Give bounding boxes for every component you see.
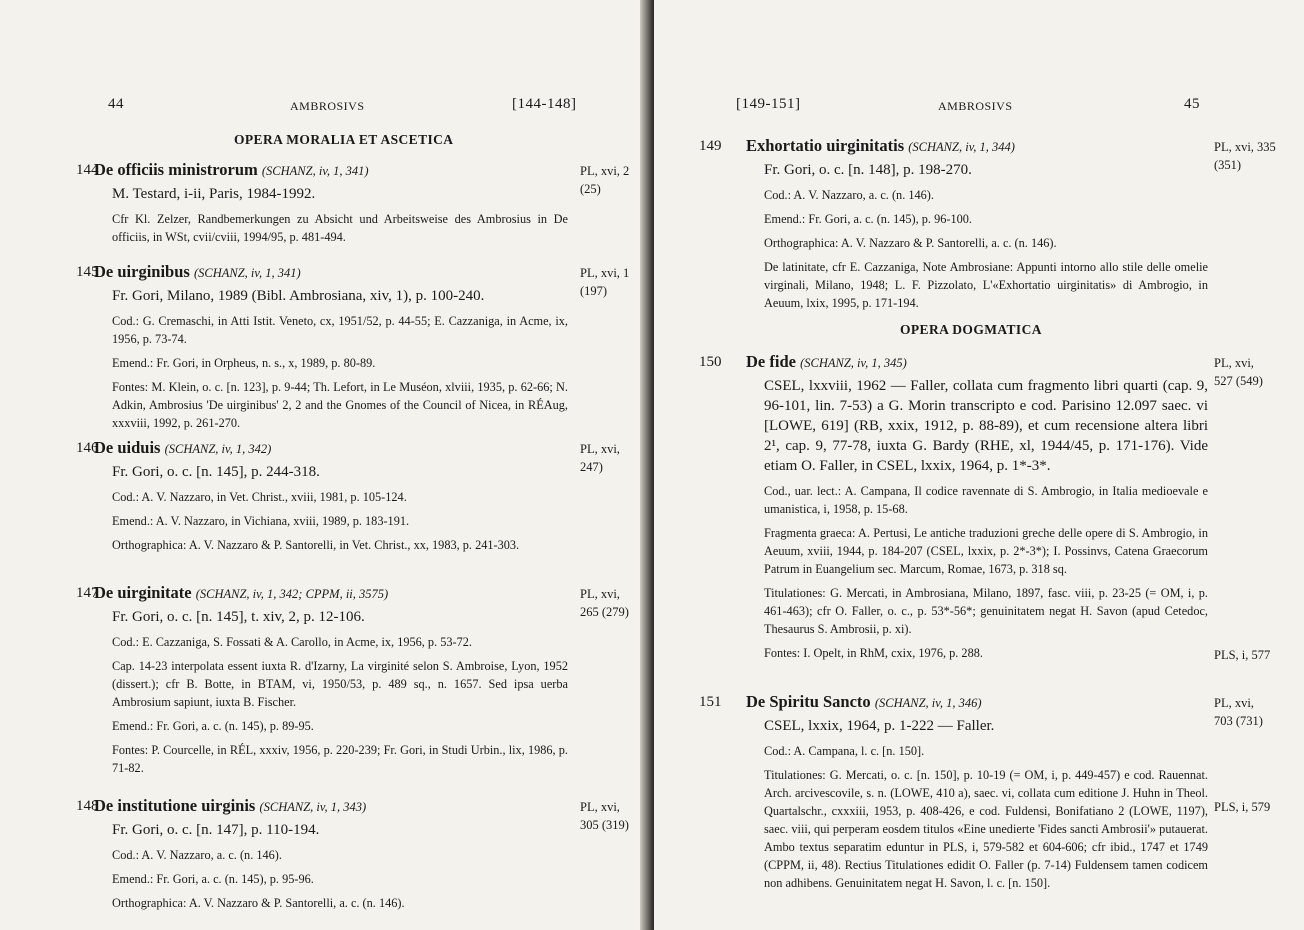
entry-ref: (SCHANZ, iv, 1, 342) bbox=[164, 442, 272, 456]
entry-edition: Fr. Gori, o. c. [n. 145], p. 244-318. bbox=[112, 464, 320, 480]
entry-title bbox=[94, 796, 568, 816]
entry-title-text: De officiis ministrorum bbox=[94, 160, 258, 179]
pl-line: PL, xvi, bbox=[1214, 696, 1254, 710]
entry-note: Emend.: Fr. Gori, a. c. (n. 145), p. 96-100. bbox=[764, 212, 972, 226]
entry-edition: Fr. Gori, o. c. [n. 145], t. xiv, 2, p. 12-106. bbox=[112, 609, 365, 625]
entry-title-text: De uirginitate bbox=[94, 583, 192, 602]
entry-note: Titulationes: G. Mercati, in Ambrosiana, Milano, 1897, fasc. viii, p. 23-25 (= OM, i, p. 461-463); cfr O. Faller, o. c., p. 53*-56*; genuinitatem negat H. Savon (apud Cetedoc, Thesaurus S. Ambrosii, p. xi). bbox=[764, 586, 1208, 636]
entry-ref: (SCHANZ, iv, 1, 346) bbox=[874, 696, 982, 710]
pl-line: (25) bbox=[580, 182, 601, 196]
entry-title-text: De fide bbox=[746, 352, 796, 371]
pl-line: PL, xvi, bbox=[580, 587, 620, 601]
pl-line: 305 (319) bbox=[580, 818, 629, 832]
entry-title bbox=[746, 136, 1208, 156]
entry-note: Cod.: A. V. Nazzaro, a. c. (n. 146). bbox=[764, 188, 934, 202]
entry-pl-ref bbox=[1214, 354, 1263, 390]
pl-line: 247) bbox=[580, 460, 603, 474]
entry-note: Fontes: P. Courcelle, in RÉL, xxxiv, 1956, p. 220-239; Fr. Gori, in Studi Urbin., lix, 1986, p. 71-82. bbox=[112, 743, 568, 775]
entry-note: Cod.: A. Campana, l. c. [n. 150]. bbox=[764, 744, 925, 758]
entry-note: Titulationes: G. Mercati, o. c. [n. 150], p. 10-19 (= OM, i, p. 449-457) e cod. Rauennat. Arch. arcivescovile, s. n. (LOWE, 410 a), saec. vi, collata cum editione J. Huhn in Theol. Quartalschr., cxxxiii, 1953, p. 408-426, e cod. Fuldensi, Bonifatiano 2 (LOWE, 1197), saec. viii, qui perperam eosdem titulos «Eine unedierte 'Fides sancti Ambrosii'» putauerat. Ambo textus separatim eduntur in PLS, i, 579-582 et 604-606; cfr ibid., 1747 et 1749 (CPPM, ii, 48). Rectius Titulationes edidit O. Faller (p. 7-14) Fuldensem tamen codicem non adhibens. Genuinitatem negat H. Savon, l. c. [n. 150]. bbox=[764, 768, 1208, 890]
entry-number: 146 bbox=[76, 440, 99, 456]
entry-note: De latinitate, cfr E. Cazzaniga, Note Ambrosiane: Appunti intorno allo stile delle omelie virginali, Milano, 1948; L. F. Pizzolato, L'«Exhortatio uirginitatis» di Ambrogio, in Aeuum, lxix, 1995, p. 171-194. bbox=[764, 260, 1208, 310]
entry-edition: Fr. Gori, o. c. [n. 148], p. 198-270. bbox=[764, 162, 972, 178]
entry-note: Emend.: A. V. Nazzaro, in Vichiana, xviii, 1989, p. 183-191. bbox=[112, 514, 410, 528]
entry-note: Cfr Kl. Zelzer, Randbemerkungen zu Absicht und Arbeitsweise des Ambrosius in De officiis, in WSt, cvii/cviii, 1994/95, p. 481-494. bbox=[112, 212, 568, 244]
entry-title bbox=[94, 438, 568, 458]
entry-ref: (SCHANZ, iv, 1, 343) bbox=[259, 800, 367, 814]
entry-note: Orthographica: A. V. Nazzaro & P. Santorelli, a. c. (n. 146). bbox=[764, 236, 1057, 250]
entry-title bbox=[94, 583, 568, 603]
pl-line: 703 (731) bbox=[1214, 714, 1263, 728]
entry-note: Cod., uar. lect.: A. Campana, Il codice ravennate di S. Ambrogio, in Italia medioevale e umanistica, i, 1958, p. 15-68. bbox=[764, 484, 1208, 516]
entry-note: Cod.: E. Cazzaniga, S. Fossati & A. Carollo, in Acme, ix, 1956, p. 53-72. bbox=[112, 635, 472, 649]
left-page bbox=[0, 0, 650, 930]
entry-title-text: De Spiritu Sancto bbox=[746, 692, 871, 711]
entry-edition: Fr. Gori, Milano, 1989 (Bibl. Ambrosiana, xiv, 1), p. 100-240. bbox=[112, 288, 485, 304]
entry-145 bbox=[76, 262, 568, 432]
entry-edition: CSEL, lxxviii, 1962 — Faller, collata cum fragmento libri quarti (cap. 9, 96-101, lin. 7-53) a G. Morin transcripto e cod. Parisino 12.097 saec. vi [LOWE, 619] (RB, xxix, 1912, p. 88-89), et cum recensione altera libri 2¹, cap. 9, 77-78, iuxta G. Bardy (RHE, xl, 1944/45, p. 171-176). Vide etiam O. Faller, in CSEL, lxxix, 1964, p. 1*-3*. bbox=[764, 378, 1208, 474]
entry-title-text: De uirginibus bbox=[94, 262, 190, 281]
right-page-number: 45 bbox=[1184, 96, 1200, 112]
entry-ref: (SCHANZ, iv, 1, 344) bbox=[908, 140, 1015, 154]
entry-note: Fontes: M. Klein, o. c. [n. 123], p. 9-44; Th. Lefort, in Le Muséon, xlviii, 1935, p. 62-66; N. Adkin, Ambrosius 'De uirginibus' 2, 2 and the Gnomes of the Council of Nicea, in RÉAug, xxxviii, 1992, p. 261-270. bbox=[112, 380, 568, 430]
right-range: [149-151] bbox=[736, 96, 801, 112]
entry-number: 144 bbox=[76, 162, 99, 178]
entry-title-text: De uiduis bbox=[94, 438, 161, 457]
entry-title bbox=[746, 352, 1208, 372]
pl-line: 265 (279) bbox=[580, 605, 629, 619]
entry-note: Emend.: Fr. Gori, in Orpheus, n. s., x, 1989, p. 80-89. bbox=[112, 356, 376, 370]
entry-144 bbox=[76, 160, 568, 246]
entry-title bbox=[94, 160, 568, 180]
entry-pls-ref: PLS, i, 577 bbox=[1214, 648, 1271, 662]
entry-149 bbox=[699, 136, 1208, 312]
entry-note: Cap. 14-23 interpolata essent iuxta R. d'Izarny, La virginité selon S. Ambroise, Lyon, 1952 (dissert.); cfr B. Botte, in BTAM, vi, 1950/53, p. 489 sq., n. 1657. Sed ipsa uerba Ambrosium sapiunt, iuxta B. Fischer. bbox=[112, 659, 568, 709]
entry-pls-ref: PLS, i, 579 bbox=[1214, 800, 1271, 814]
entry-title-text: Exhortatio uirginitatis bbox=[746, 136, 905, 155]
entry-note: Fontes: I. Opelt, in RhM, cxix, 1976, p. 288. bbox=[764, 646, 983, 660]
entry-number: 148 bbox=[76, 798, 99, 814]
pl-line: PL, xvi, 1 bbox=[580, 266, 630, 280]
entry-ref: (SCHANZ, iv, 1, 342; CPPM, ii, 3575) bbox=[195, 587, 389, 601]
entry-pl-ref bbox=[580, 798, 629, 834]
entry-note: Emend.: Fr. Gori, a. c. (n. 145), p. 95-96. bbox=[112, 872, 314, 886]
entry-note: Orthographica: A. V. Nazzaro & P. Santorelli, in Vet. Christ., xx, 1983, p. 241-303. bbox=[112, 538, 520, 552]
entry-151 bbox=[699, 692, 1208, 892]
entry-number: 147 bbox=[76, 585, 99, 601]
entry-pl-ref bbox=[1214, 138, 1276, 174]
pl-line: (197) bbox=[580, 284, 608, 298]
entry-note: Emend.: Fr. Gori, a. c. (n. 145), p. 89-95. bbox=[112, 719, 314, 733]
entry-note: Cod.: G. Cremaschi, in Atti Istit. Veneto, cx, 1951/52, p. 44-55; E. Cazzaniga, in Acme, ix, 1956, p. 73-74. bbox=[112, 314, 568, 346]
right-page bbox=[654, 0, 1304, 930]
entry-edition: Fr. Gori, o. c. [n. 147], p. 110-194. bbox=[112, 822, 320, 838]
entry-title-text: De institutione uirginis bbox=[94, 796, 256, 815]
entry-number: 150 bbox=[699, 354, 722, 370]
entry-pl-ref bbox=[580, 264, 629, 300]
entry-note: Cod.: A. V. Nazzaro, a. c. (n. 146). bbox=[112, 848, 282, 862]
entry-146 bbox=[76, 438, 568, 554]
entry-number: 151 bbox=[699, 694, 722, 710]
pl-line: 527 (549) bbox=[1214, 374, 1263, 388]
entry-148 bbox=[76, 796, 568, 912]
left-range: [144-148] bbox=[512, 96, 577, 112]
entry-title bbox=[746, 692, 1208, 712]
entry-pl-ref bbox=[580, 585, 629, 621]
entry-ref: (SCHANZ, iv, 1, 341) bbox=[193, 266, 301, 280]
right-running-head: AMBROSIVS bbox=[938, 99, 1013, 113]
section-title-dogmatica: OPERA DOGMATICA bbox=[900, 322, 1042, 337]
entry-edition: M. Testard, i-ii, Paris, 1984-1992. bbox=[112, 186, 316, 202]
section-title-moralia: OPERA MORALIA ET ASCETICA bbox=[234, 132, 454, 147]
pl-line: PL, xvi, bbox=[580, 800, 620, 814]
pl-line: PL, xvi, bbox=[580, 442, 620, 456]
pl-line: PL, xvi, bbox=[1214, 356, 1254, 370]
entry-title bbox=[94, 262, 568, 282]
entry-edition: CSEL, lxxix, 1964, p. 1-222 — Faller. bbox=[764, 718, 995, 734]
entry-pl-ref bbox=[580, 440, 620, 476]
entry-number: 145 bbox=[76, 264, 99, 280]
pl-line: PL, xvi, 2 bbox=[580, 164, 630, 178]
entry-pl-ref bbox=[1214, 694, 1263, 730]
entry-pl-ref bbox=[580, 162, 629, 198]
left-page-number: 44 bbox=[108, 96, 124, 112]
entry-150 bbox=[699, 352, 1208, 662]
left-running-head: AMBROSIVS bbox=[290, 99, 365, 113]
pl-line: PL, xvi, 335 bbox=[1214, 140, 1276, 154]
entry-note: Orthographica: A. V. Nazzaro & P. Santorelli, a. c. (n. 146). bbox=[112, 896, 405, 910]
pl-line: (351) bbox=[1214, 158, 1242, 172]
entry-ref: (SCHANZ, iv, 1, 345) bbox=[800, 356, 907, 370]
entry-note: Fragmenta graeca: A. Pertusi, Le antiche traduzioni greche delle opere di S. Ambrogio, in Aeuum, xviii, 1944, p. 184-207 (CSEL, lxxix, p. 2*-3*); I. Possinvs, Catena Graecorum Patrum in Euangelium sec. Marcum, Romae, 1673, p. 318 sq. bbox=[764, 526, 1208, 576]
entry-147 bbox=[76, 583, 568, 777]
entry-number: 149 bbox=[699, 138, 722, 154]
entry-ref: (SCHANZ, iv, 1, 341) bbox=[261, 164, 369, 178]
entry-note: Cod.: A. V. Nazzaro, in Vet. Christ., xviii, 1981, p. 105-124. bbox=[112, 490, 407, 504]
